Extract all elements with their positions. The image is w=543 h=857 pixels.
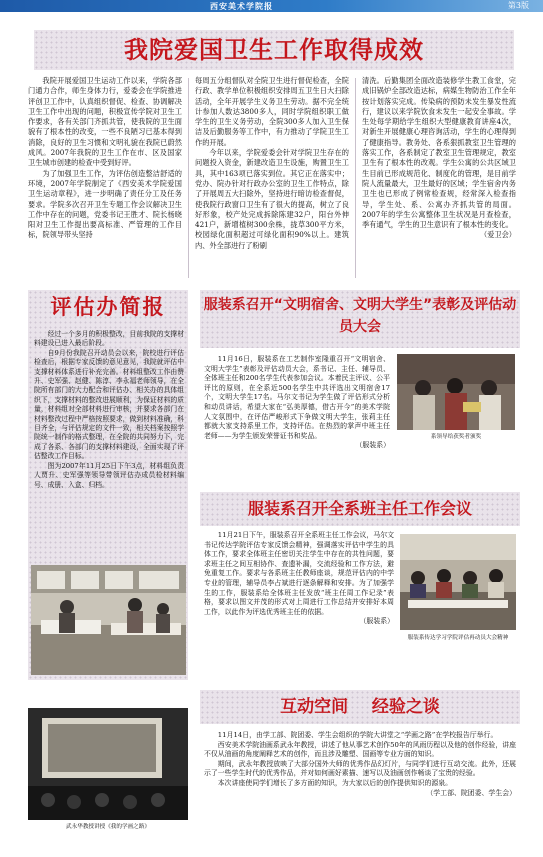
lead-paragraph: 今年以来，学院爱委会针对学院卫生存在的问题投入资金，新建改造卫生设施，购置卫生工具，其中163项已落实到位。其它正在落实中；党办、院办针对行政办公室的卫生工作特点，除了开展周五大扫除外，坚持进行暗访检查督促，使我院行政窗口卫生有了很大的提高，树立了良好形象，校产处完成拆除陈建32户，阳台外伸421户，新增植树300余株，拢草300平方米，校园绿化面积超过可绿化面积90%以上。建筑内、外全部进行了粉刷 bbox=[195, 148, 349, 250]
meeting-photo bbox=[400, 534, 516, 630]
meeting-photo-illustration bbox=[400, 534, 516, 630]
article4-paragraph: 期间，武永年教授放映了大部分国外大师的优秀作品幻灯片，与同学们进行互动交流。此外，还展示了一些学生时代的优秀作品，并对如何画好素描、速写以及油画创作畅谈了宝贵的经验。 bbox=[204, 759, 516, 778]
issue-label: 第3版 bbox=[507, 1, 529, 10]
lead-paragraph: 每周五分组督队对全院卫生进行督促检查，全院行政、教学单位积极组织安排周五卫生日大扫除活动，全年开展学生义务卫生劳动。据不完全统计参加人数达3800多人，同时学院组织职工做学生的卫生义务劳动，全院300多人加入卫生保洁及后勤服务等工作中，有力推动了学院卫生工作的开展。 bbox=[195, 76, 349, 147]
article4-paragraph: 本次讲座使同学们增长了多方面的知识，为大家以后的创作提供知识的源泉。 bbox=[217, 778, 453, 787]
article3-signature: （服装系） bbox=[359, 617, 394, 626]
article3-paragraph: 11月21日下午，服装系召开全系班主任工作会议，马尔文书记传达学院评估专家反馈会精神，强调落实评估中学生的具体工作，要求全体班主任密切关注学生中存在的共性问题，要求班主任之间互相协作、查遗补漏，交流经验和工作方法，避免重复工作。要求与各系班主任教师座谈，规范评估内的中学专业的管理，辅导员李占斌进行逐条解释和安排。为了加强学生的工作，服装系给全体班主任发放“班主任周工作记录”表格，要求以图文并茂的形式对上周进行工作总结并安排好本周工作，以此作为评选优秀班主任的依据。 bbox=[204, 531, 394, 616]
lead-title: 我院爱国卫生工作取得成效 bbox=[124, 36, 424, 64]
lead-column-3 bbox=[362, 76, 516, 280]
meeting-photo-caption: 服装系传达学习学院评估再动员大会精神 bbox=[407, 635, 509, 641]
lecture-photo bbox=[28, 708, 188, 820]
article2-paragraph: 11月16日，服装系在工艺制作室隆重召开“文明宿舍、文明大学生”表彰及评估动员大会，系书记、主任、辅导员、全体班主任和200名学生代表参加会议。本着民主评议、公平评比的原则，在全系近500名学生中共评选出文明宿舍17个，文明大学生17名。马尔文书记为学生做了评估形式分析和动员讲话，希望大家在“弘美厚德，借古开今”的美术学院人文氛围中，在评估严峻形式下争做文明大学生，张莉主任都就大家支持系里工作，支持评估。在热烈的掌声中班主任老师——为学生颁发荣誉证书和奖品。 bbox=[204, 355, 390, 440]
article4-paragraph: 西安美术学院油画系武永年教授，讲述了他从事艺术创作50年的风雨历程以及他的创作经验，讲座不仅从油画的角度阐释艺术的创作，而且涉及雕塑、国画等专业方面的知识。 bbox=[204, 740, 516, 759]
brief-paragraph: 经过一个多月的积极整改，目前我院的支撑材料建设已进入最后阶段。 bbox=[34, 330, 184, 348]
award-photo bbox=[397, 354, 515, 430]
article2-body bbox=[204, 355, 390, 483]
lead-paragraph: 清洗。后勤集团全面改造装修学生教工食堂，完成旧锅炉全部改造达标，病媒生物防治工作全年按计划落实完成。传染病的预防未发生暴发性流行，建议以来学院饮食未发生一起安全事故。学生处每学期给学生组织大型健康教育讲座4次，对新生开展健康心理咨询活动，学生的心理得到了健康指导。教务处、各系狠抓教室卫生管理的落实工作，各系制定了教室卫生管理规定，教室卫生有了根本性的改观。学生公寓的公共区域卫生目前已形成规范化、制度化的管理，是目前学院人流量最大，卫生最好的区域；学生宿舍内务卫生也已形成了例常检查规，经常深入检查指导，学生处、系、公寓办齐抓共管的局面。2007年的学生公寓整体卫生状况是月查检查，季有通气，学生的卫生意识有了根本性的变化。 bbox=[362, 76, 516, 230]
article3-title: 服装系召开全系班主任工作会议 bbox=[247, 499, 472, 518]
article4-body bbox=[204, 731, 516, 851]
article4-paragraph: 11月14日，由学工部、院团委、学生会组织的学院大讲堂之“学画之路”在学校报告厅举行。 bbox=[217, 731, 498, 739]
award-photo-illustration bbox=[397, 354, 515, 430]
award-photo-caption: 系领导给获奖者颁奖 bbox=[430, 434, 482, 440]
brief-title: 评估办简报 bbox=[50, 295, 166, 319]
article4-title: 互动空间 经验之谈 bbox=[280, 697, 440, 717]
lead-column-1 bbox=[28, 76, 182, 280]
article4-signature: （学工部、院团委、学生会） bbox=[426, 788, 516, 797]
brief-paragraph: 自9月份我院召开动员会以来，院校进行评估检查后，根据专家反馈的意见意见，我院就评估中支撑材料体系进行补充完善。材料组整改工作由赞升、史军强、赵健、陈淳、李永福老师领导，在全院所有部门的大力配合和评估办、相关办的具体组织下，支撑材料的整改进展顺利，为保证材料的质量，材料组对全部材料进行审核，并要求各部门在材料整改过程中严格按照要求，做到材料准确，科目齐全，与评估规定的文件一致，相关档案按照学院统一制作的格式整理，在全院的共同努力下，完成了各系、各部门的支撑材料建设，全面实现了评估整改工作目标。 bbox=[34, 348, 184, 461]
brief-body bbox=[34, 330, 184, 560]
newspaper-name: 西安美术学院报 bbox=[210, 1, 273, 11]
archive-photo bbox=[31, 565, 186, 675]
lecture-photo-caption: 武永华教授讲授《我的学画之路》 bbox=[66, 824, 150, 830]
article2-title: 服装系召开“文明宿舍、文明大学生”表彰及评估动员大会 bbox=[203, 297, 517, 335]
masthead-bar bbox=[0, 0, 543, 12]
lecture-photo-illustration bbox=[28, 708, 188, 820]
column-divider bbox=[355, 78, 356, 278]
brief-paragraph: 图为2007年11月25日下午3点，材料组负责人贾升、史军强等领导带领评估办成员检材料编号、成册、入盒、归档。 bbox=[34, 461, 184, 489]
column-divider bbox=[188, 78, 189, 278]
lead-paragraph: 为了加强卫生工作，为评估创造整洁舒适的环境，2007年学院制定了《西安美术学院爱国卫生运动章程》，进一步明确了责任分工及任务要求。学院多次召开卫生专题工作会议解决卫生工作中存在的问题，党委书记王胜才、院长杨晓阳对卫生工作提出要高标准、严管理的工作目标，院领导带头坚持 bbox=[28, 168, 182, 240]
lead-column-2 bbox=[195, 76, 349, 280]
lead-signature: （爱卫会） bbox=[480, 230, 516, 240]
archive-photo-illustration bbox=[31, 565, 186, 675]
lead-paragraph: 我院开展爱国卫生运动工作以来，学院各部门通力合作，师生身体力行，爱委会在学院推进评创卫工作中，认真组织督促、检查、协调解决卫生工作中出现的问题，积极宣传学院对卫生工作要求，各有关部门齐抓共管，使我院的卫生面貌有了根本性的改变，一些不良陋习已基本得到消除，良好的卫生习惯和文明礼貌在我院已蔚然成风。2007年我院的卫生工作在市、区及国家卫生城市创建的检查中受到好评。 bbox=[28, 76, 182, 168]
article3-body bbox=[204, 531, 394, 681]
article2-signature: （服装系） bbox=[355, 441, 390, 450]
